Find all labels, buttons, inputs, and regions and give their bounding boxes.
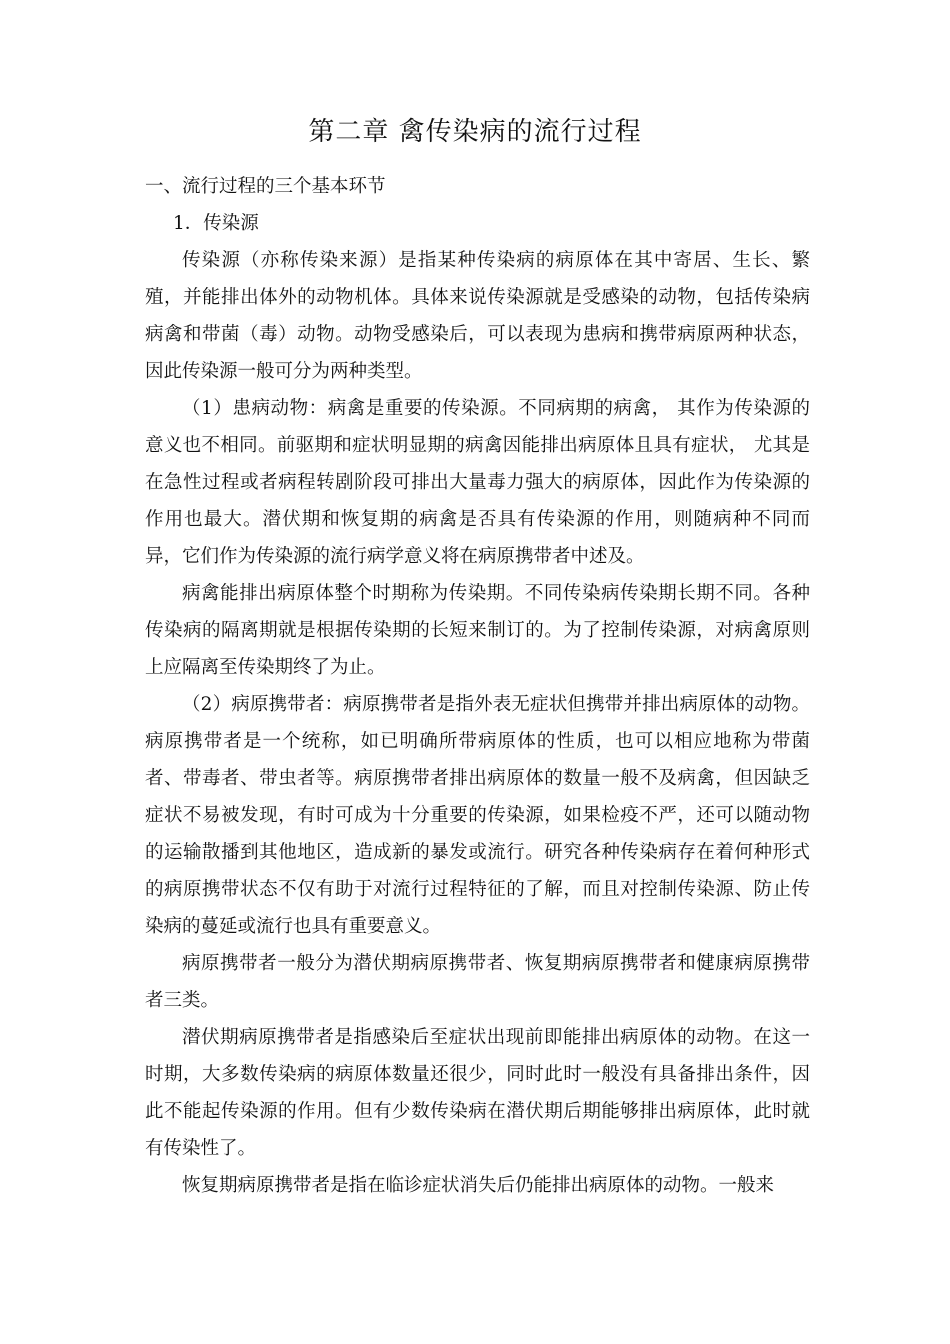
- subsection-heading: 1．传染源: [173, 213, 259, 234]
- paragraph-infectious-period: 病禽能排出病原体整个时期称为传染期。不同传染病传染期长期不同。各种传染病的隔离期就是根据传染期的长短来制订的。为了控制传染源，对病禽原则上应隔离至传染期终了为止。: [145, 583, 810, 678]
- paragraph-infection-source: 传染源（亦称传染来源）是指某种传染病的病原体在其中寄居、生长、繁殖，并能排出体外的动物机体。具体来说传染源就是受感染的动物，包括传染病病禽和带菌（毒）动物。动物受感染后，可以表现为患病和携带病原两种状态，因此传染源一般可分为两种类型。: [145, 250, 810, 382]
- chapter-title: 第二章 禽传染病的流行过程: [308, 117, 642, 147]
- paragraph-carrier-types: 病原携带者一般分为潜伏期病原携带者、恢复期病原携带者和健康病原携带者三类。: [145, 953, 810, 1011]
- paragraph-sick-animals: （1）患病动物：病禽是重要的传染源。不同病期的病禽， 其作为传染源的意义也不相同。前驱期和症状明显期的病禽因能排出病原体且具有症状， 尤其是在急性过程或者病程转剧阶段可排出大量毒力强大的病原体，因此作为传染源的作用也最大。潜伏期和恢复期的病禽是否具有传染源的作用，则随病种不同而异，它们作为传染源的流行病学意义将在病原携带者中述及。: [145, 398, 810, 567]
- document-body: [145, 168, 810, 1204]
- paragraph-convalescent-carriers: 恢复期病原携带者是指在临诊症状消失后仍能排出病原体的动物。一般来: [182, 1175, 775, 1196]
- section-heading: 一、流行过程的三个基本环节: [145, 176, 386, 197]
- paragraph-incubation-carriers: 潜伏期病原携带者是指感染后至症状出现前即能排出病原体的动物。在这一时期，大多数传染病的病原体数量还很少，同时此时一般没有具备排出条件，因此不能起传染源的作用。但有少数传染病在潜伏期后期能够排出病原体，此时就有传染性了。: [145, 1027, 810, 1159]
- paragraph-pathogen-carriers: （2）病原携带者：病原携带者是指外表无症状但携带并排出病原体的动物。病原携带者是一个统称，如已明确所带病原体的性质，也可以相应地称为带菌者、带毒者、带虫者等。病原携带者排出病原体的数量一般不及病禽，但因缺乏症状不易被发现，有时可成为十分重要的传染源，如果检疫不严，还可以随动物的运输散播到其他地区，造成新的暴发或流行。研究各种传染病存在着何种形式的病原携带状态不仅有助于对流行过程特征的了解，而且对控制传染源、防止传染病的蔓延或流行也具有重要意义。: [145, 694, 810, 937]
